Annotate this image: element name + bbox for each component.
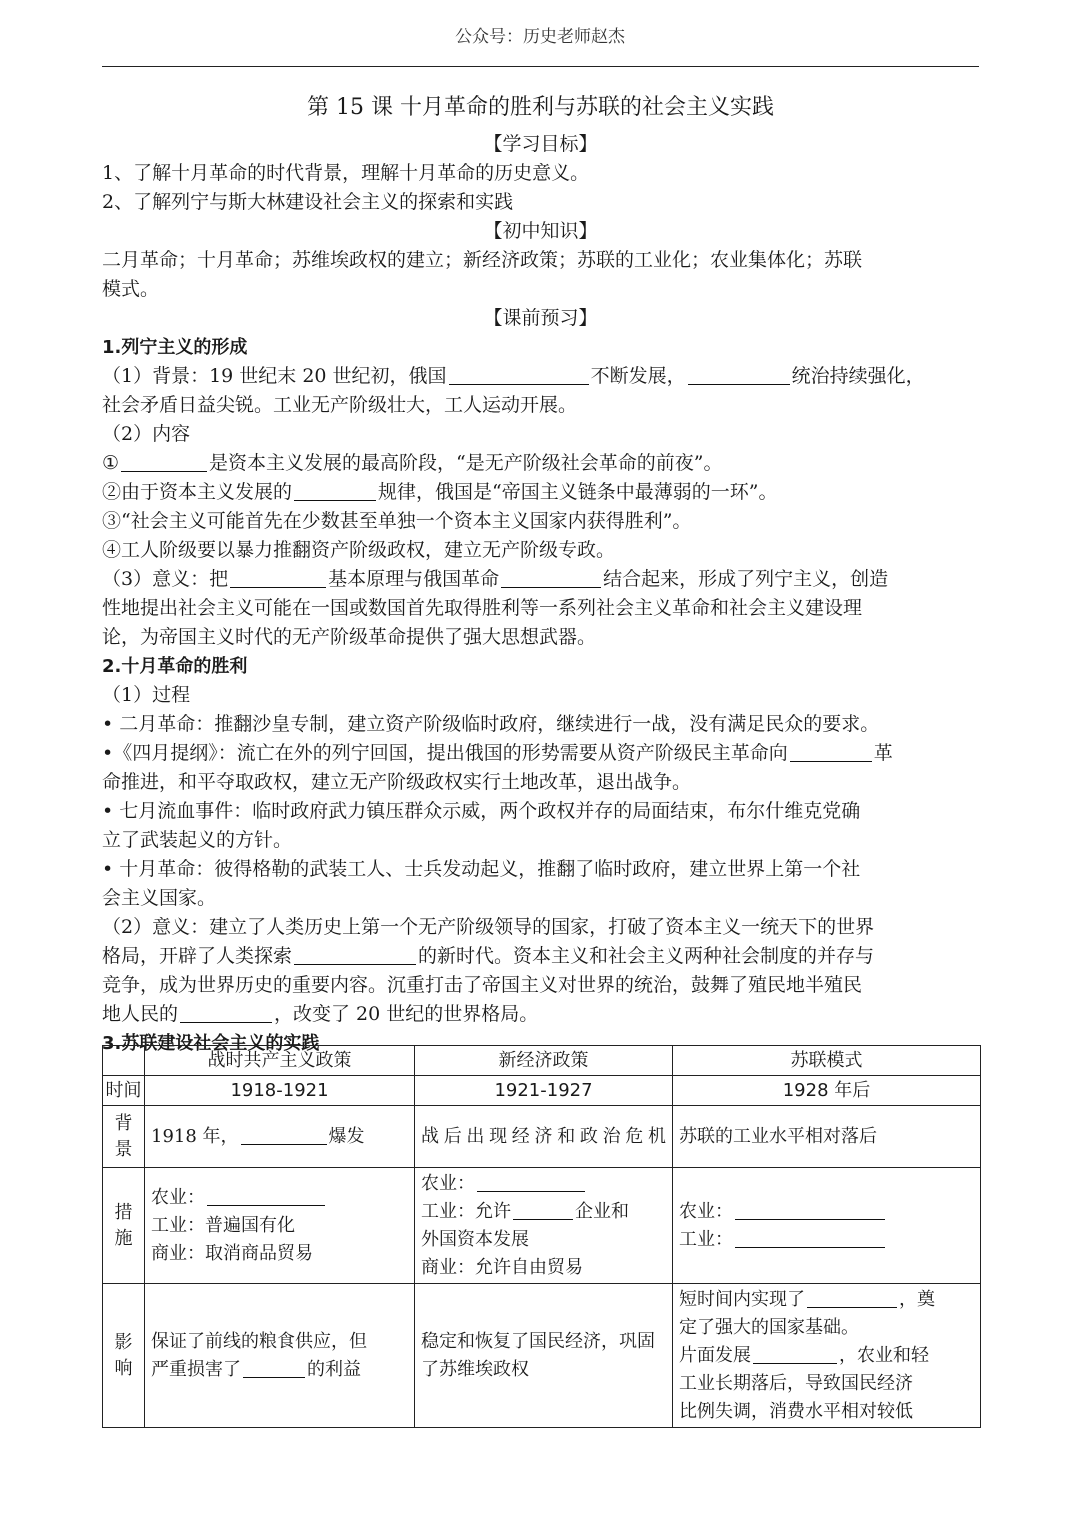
fill-blank[interactable]: [230, 567, 326, 588]
text-line: 地人民的 ，改变了 20 世纪的世界格局。: [102, 1003, 539, 1025]
junior-knowledge-heading: 【初中知识】: [483, 220, 598, 242]
table-cell: 1918-1921: [145, 1076, 415, 1106]
table-row: [103, 1168, 981, 1284]
fill-blank[interactable]: [807, 1287, 897, 1308]
table-cell: 农业： 工业：普遍国有化 商业：取消商品贸易: [145, 1168, 415, 1284]
study-goals-heading: 【学习目标】: [483, 133, 598, 155]
row-label: 措 施: [103, 1168, 145, 1284]
fill-blank[interactable]: [735, 1227, 885, 1248]
fill-blank[interactable]: [294, 480, 376, 501]
fill-blank[interactable]: [477, 1171, 585, 1192]
fill-blank[interactable]: [121, 451, 207, 472]
fill-blank[interactable]: [513, 1199, 573, 1220]
page-header: 公众号：历史老师赵杰: [455, 27, 625, 47]
table-cell: 1928 年后: [673, 1076, 981, 1106]
fill-blank[interactable]: [241, 1124, 327, 1145]
fill-blank[interactable]: [294, 944, 416, 965]
table-cell: 稳定和恢复了国民经济，巩固了苏维埃政权: [415, 1284, 673, 1428]
row-label: 影 响: [103, 1284, 145, 1428]
header-rule: [102, 66, 979, 67]
text-line: 格局，开辟了人类探索 的新时代。资本主义和社会主义两种社会制度的并存与: [102, 945, 875, 967]
text-line: ②由于资本主义发展的 规律，俄国是“帝国主义链条中最薄弱的一环”。: [102, 481, 778, 503]
table-row: [103, 1046, 981, 1076]
junior-knowledge-line: 二月革命；十月革命；苏维埃政权的建立；新经济政策；苏联的工业化；农业集体化；苏联: [102, 249, 863, 271]
row-label: 背 景: [103, 1106, 145, 1168]
text-line: 论，为帝国主义时代的无产阶级革命提供了强大思想武器。: [102, 626, 597, 648]
junior-knowledge-line: 模式。: [102, 278, 160, 300]
fill-blank[interactable]: [688, 364, 790, 385]
text-line: • 十月革命：彼得格勒的武装工人、士兵发动起义，推翻了临时政府，建立世界上第一个社: [102, 858, 861, 880]
text-line: （3）意义：把 基本原理与俄国革命 结合起来，形成了列宁主义，创造: [102, 568, 889, 590]
table-cell: 保证了前线的粮食供应，但 严重损害了 的利益: [145, 1284, 415, 1428]
policy-comparison-table: [102, 1045, 981, 1428]
fill-blank[interactable]: [790, 741, 872, 762]
text-line: 立了武装起义的方针。: [102, 829, 293, 851]
text-line: （1）过程: [102, 684, 191, 706]
section-title: 3.苏联建设社会主义的实践: [102, 1033, 320, 1054]
fill-blank[interactable]: [207, 1185, 325, 1206]
fill-blank[interactable]: [180, 1002, 272, 1023]
row-label: 时间: [103, 1076, 145, 1106]
column-header: 苏联模式: [673, 1046, 981, 1076]
fill-blank[interactable]: [501, 567, 601, 588]
text-line: ① 是资本主义发展的最高阶段，“是无产阶级社会革命的前夜”。: [102, 452, 723, 474]
table-cell: 短时间内实现了 ，奠 定了强大的国家基础。 片面发展 ，农业和轻 工业长期落后，导致国民经济 比例失调，消费水平相对较低: [673, 1284, 981, 1428]
worksheet-body: [102, 90, 979, 1058]
table-row: [103, 1284, 981, 1428]
text-line: ④工人阶级要以暴力推翻资产阶级政权，建立无产阶级专政。: [102, 539, 616, 561]
text-line: • 二月革命：推翻沙皇专制，建立资产阶级临时政府，继续进行一战，没有满足民众的要求。: [102, 713, 880, 735]
table-row: [103, 1106, 981, 1168]
text-line: ③“社会主义可能首先在少数甚至单独一个资本主义国家内获得胜利”。: [102, 510, 692, 532]
table-row: [103, 1076, 981, 1106]
preview-heading: 【课前预习】: [483, 307, 598, 329]
table-cell: 农业： 工业：: [673, 1168, 981, 1284]
table-corner-cell: [103, 1046, 145, 1076]
study-goal-item: 2、了解列宁与斯大林建设社会主义的探索和实践: [102, 191, 514, 213]
table-cell: 战后出现经济和政治危机: [415, 1106, 673, 1168]
text-line: •《四月提纲》：流亡在外的列宁回国，提出俄国的形势需要从资产阶级民主革命向 革: [102, 742, 893, 764]
table-cell: 苏联的工业水平相对落后: [673, 1106, 981, 1168]
column-header: 新经济政策: [415, 1046, 673, 1076]
section-title: 1.列宁主义的形成: [102, 337, 248, 358]
section-title: 2.十月革命的胜利: [102, 656, 248, 677]
text-line: 竞争，成为世界历史的重要内容。沉重打击了帝国主义对世界的统治，鼓舞了殖民地半殖民: [102, 974, 863, 996]
table-cell: 农业： 工业：允许 企业和 外国资本发展 商业：允许自由贸易: [415, 1168, 673, 1284]
text-line: 命推进，和平夺取政权，建立无产阶级政权实行土地改革，退出战争。: [102, 771, 692, 793]
text-line: 会主义国家。: [102, 887, 217, 909]
lesson-title: 第 15 课 十月革命的胜利与苏联的社会主义实践: [307, 95, 774, 120]
fill-blank[interactable]: [753, 1343, 837, 1364]
fill-blank[interactable]: [735, 1199, 885, 1220]
table-cell: 1921-1927: [415, 1076, 673, 1106]
text-line: • 七月流血事件：临时政府武力镇压群众示威，两个政权并存的局面结束，布尔什维克党确: [102, 800, 861, 822]
table-cell: 1918 年， 爆发: [145, 1106, 415, 1168]
text-line: 性地提出社会主义可能在一国或数国首先取得胜利等一系列社会主义革命和社会主义建设理: [102, 597, 863, 619]
study-goal-item: 1、了解十月革命的时代背景，理解十月革命的历史意义。: [102, 162, 590, 184]
text-line: （2）意义：建立了人类历史上第一个无产阶级领导的国家，打破了资本主义一统天下的世界: [102, 916, 875, 938]
fill-blank[interactable]: [243, 1357, 305, 1378]
fill-blank[interactable]: [449, 364, 589, 385]
text-line: （1）背景：19 世纪末 20 世纪初，俄国 不断发展， 统治持续强化，: [102, 365, 925, 387]
text-line: 社会矛盾日益尖锐。工业无产阶级壮大，工人运动开展。: [102, 394, 578, 416]
column-header: 战时共产主义政策: [145, 1046, 415, 1076]
text-line: （2）内容: [102, 423, 191, 445]
